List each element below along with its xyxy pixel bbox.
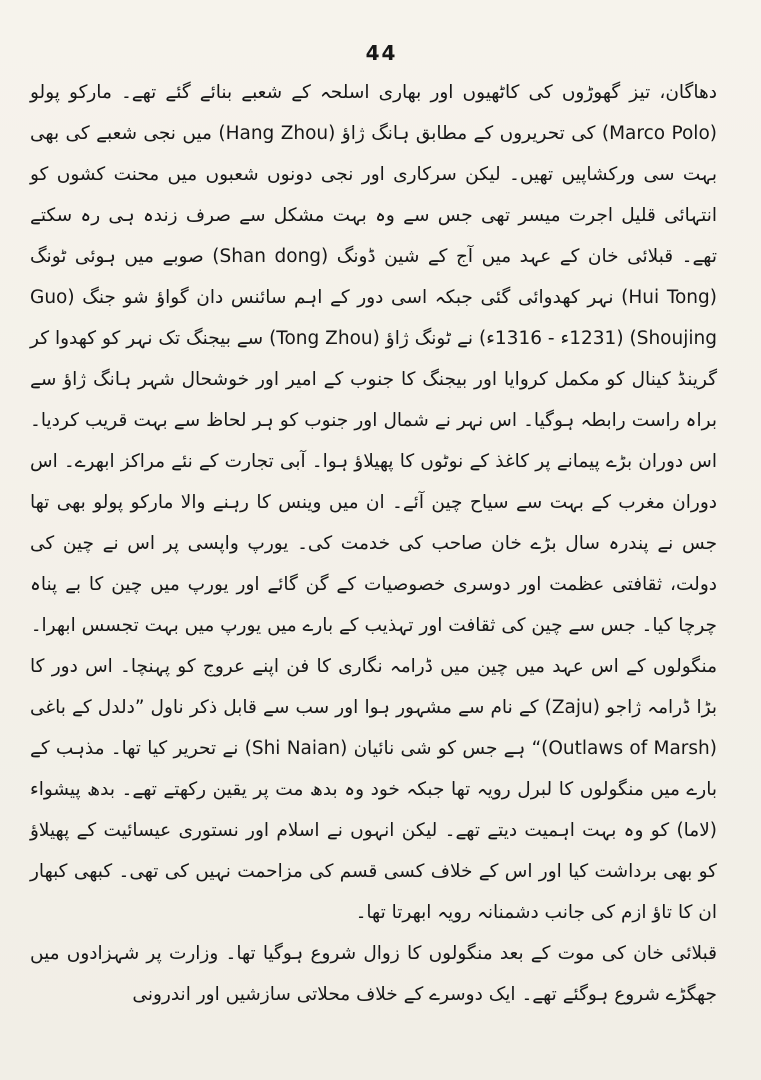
paragraph-1: دھاگان، تیز گھوڑوں کی کاٹھیوں اور بھاری اسلحہ کے شعبے بنائے گئے تھے۔ مارکو پولو (Marco Polo) کی تحریروں کے مطابق ہانگ ژاؤ (Hang Zhou) میں نجی شعبے کی بھی بہت سی ورکشاپیں تھیں۔ لیکن سرکاری اور نجی دونوں شعبوں میں محنت کشوں کو انتہائی قلیل اجرت میسر تھی جس سے وہ بہت مشکل سے صرف زندہ ہی رہ سکتے تھے۔ قبلائی خان کے عہد میں آج کے شین ڈونگ (Shan dong) صوبے میں ہوئی ٹونگ (Hui Tong) نہر کھدوائی گئی جبکہ اسی دور کے اہم سائنس دان گواؤ شو جنگ (Guo Shoujing) (1231ء - 1316ء) نے ٹونگ ژاؤ (Tong Zhou) سے بیجنگ تک نہر کو کھدوا کر گرینڈ کینال کو مکمل کروایا اور بیجنگ کا جنوب کے امیر اور خوشحال شہر ہانگ ژاؤ سے براہ راست رابطہ ہوگیا۔ اس نہر نے شمال اور جنوب کو ہر لحاظ سے بہت قریب کردیا۔ اس دوران بڑے پیمانے پر کاغذ کے نوٹوں کا پھیلاؤ ہوا۔ آبی تجارت کے نئے مراکز ابھرے۔ اس دوران مغرب کے بہت سے سیاح چین آئے۔ ان میں وینس کا رہنے والا مارکو پولو بھی تھا جس نے پندرہ سال بڑے خان صاحب کی خدمت کی۔ یورپ واپسی پر اس نے چین کی دولت، ثقافتی عظمت اور دوسری خصوصیات کے گن گائے اور یورپ میں چین کا بے پناہ چرچا کیا۔ جس سے چین کی ثقافت اور تہذیب کے بارے میں یورپ میں بہت تجسس ابھرا۔	[30, 82, 717, 636]
page-number: 44	[365, 41, 398, 65]
paragraph-3: قبلائی خان کی موت کے بعد منگولوں کا زوال شروع ہوگیا تھا۔ وزارت پر شہزادوں میں جھگڑے شروع ہوگئے تھے۔ ایک دوسرے کے خلاف محلاتی سازشیں اور اندرونی	[30, 943, 717, 1005]
page-body	[30, 72, 717, 1015]
paragraph-2: منگولوں کے اس عہد میں چین میں ڈرامہ نگاری کا فن اپنے عروج کو پہنچا۔ اس دور کا بڑا ڈرامہ ژاجو (Zaju) کے نام سے مشہور ہوا اور سب سے قابل ذکر ناول ”دلدل کے باغی (Outlaws of Marsh)“ ہے جس کو شی نائیان (Shi Naian) نے تحریر کیا تھا۔ مذہب کے بارے میں منگولوں کا لبرل رویہ تھا جبکہ خود وہ بدھ مت پر یقین رکھتے تھے۔ بدھ پیشواء (لاما) کو وہ بہت اہمیت دیتے تھے۔ لیکن انہوں نے اسلام اور نستوری عیسائیت کے پھیلاؤ کو بھی برداشت کیا اور اس کے خلاف کسی قسم کی مزاحمت نہیں کی تھی۔ کبھی کبھار ان کا تاؤ ازم کی جانب دشمنانہ رویہ ابھرتا تھا۔	[30, 656, 718, 923]
